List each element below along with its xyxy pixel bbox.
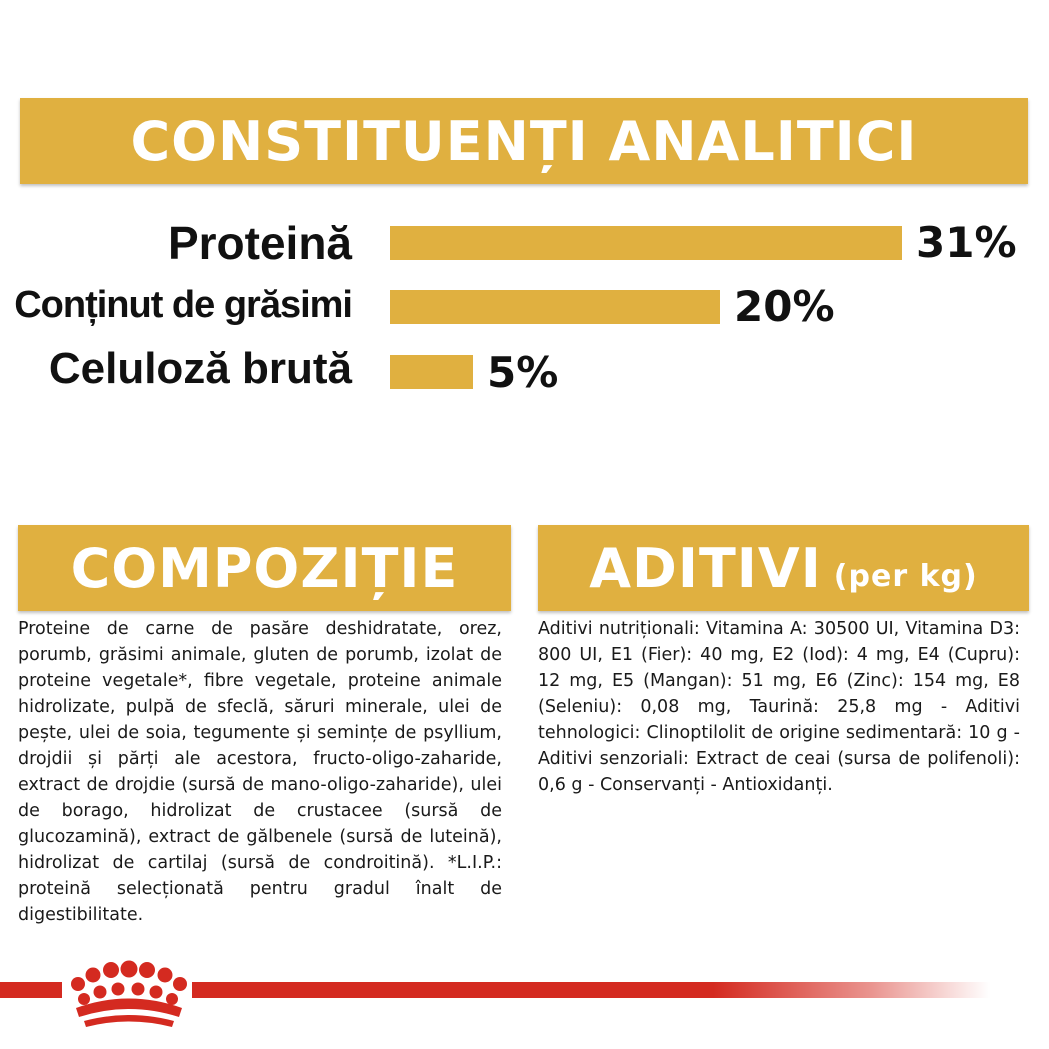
aditivi-title: ADITIVI [589,536,822,600]
compozitie-title: COMPOZIȚIE [70,536,459,600]
value-grasimi: 20% [734,282,835,331]
compozitie-header [18,525,511,611]
aditivi-text: Aditivi nutriționali: Vitamina A: 30500 UI, Vitamina D3: 800 UI, E1 (Fier): 40 mg, E2 (Iod): 4 mg, E4 (Cupru): 12 mg, E5 (Mangan): 51 mg, E6 (Zinc): 154 mg, E8 (Seleniu): 0,08 mg, Taurină: 25,8 mg - Aditivi tehnologici: Clinoptilolit de origine sedimentară: 10 g - Aditivi senzoriali: Extract de ceai (sursa de polifenoli): 0,6 g - Conservanți - Antioxidanți. [538,619,1020,795]
analitici-title: CONSTITUENȚI ANALITICI [130,109,918,173]
aditivi-subtitle: (per kg) [833,558,978,594]
bar-proteina [390,226,902,260]
compozitie-text: Proteine de carne de pasăre deshidratate, orez, porumb, grăsimi animale, gluten de porumb, izolat de proteine vegetale*, fibre vegetale, proteine animale hidrolizate, pulpă de sfeclă, săruri minerale, ulei de pește, ulei de soia, tegumente și semințe de psyllium, drojdii și părți ale acestora, fructo-oligo-zaharide, extract de drojdie (sursă de mano-oligo-zaharide), ulei de borago, hidrolizat de crustacee (sursă de glucozamină), extract de gălbenele (sursă de luteină), hidrolizat de cartilaj (sursă de condroitină). *L.I.P.: proteină selecționată pentru gradul înalt de digestibilitate. [18,619,502,925]
value-celuloza: 5% [487,348,559,397]
row-label-grasimi: Conținut de grăsimi [14,284,352,326]
bar-grasimi [390,290,720,324]
aditivi-header [538,525,1029,611]
crown-logo-icon [62,955,192,1031]
analitici-header [20,98,1028,184]
value-proteina: 31% [916,218,1017,267]
bar-celuloza [390,355,473,389]
row-label-proteina: Proteină [167,217,352,269]
row-label-celuloza: Celuloză brută [48,344,352,393]
